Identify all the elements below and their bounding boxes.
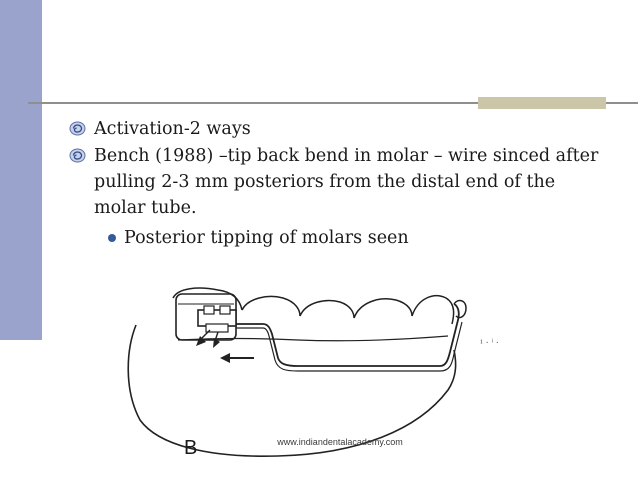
sub-bullet-item <box>64 225 604 251</box>
figure-label: B <box>184 437 198 459</box>
left-accent-bar <box>0 0 42 340</box>
bullet-text: Bench (1988) –tip back bend in molar – wire sinced after pulling 2-3 mm posteriors from the distal end of the molar tube. <box>94 146 599 218</box>
sub-bullet-text: Posterior tipping of molars seen <box>124 228 409 248</box>
figure-margin-mark: ¹ · ⁱ · <box>480 338 499 349</box>
watermark-text: www.indiandentalacademy.com <box>277 437 403 447</box>
dot-bullet-icon <box>108 234 116 242</box>
bullet-item <box>64 116 604 142</box>
slide-content <box>64 116 604 251</box>
swirl-bullet-icon <box>69 148 86 163</box>
swirl-bullet-icon <box>69 121 86 136</box>
accent-tab <box>478 97 606 109</box>
bullet-item <box>64 143 604 221</box>
bullet-text: Activation-2 ways <box>94 119 251 139</box>
